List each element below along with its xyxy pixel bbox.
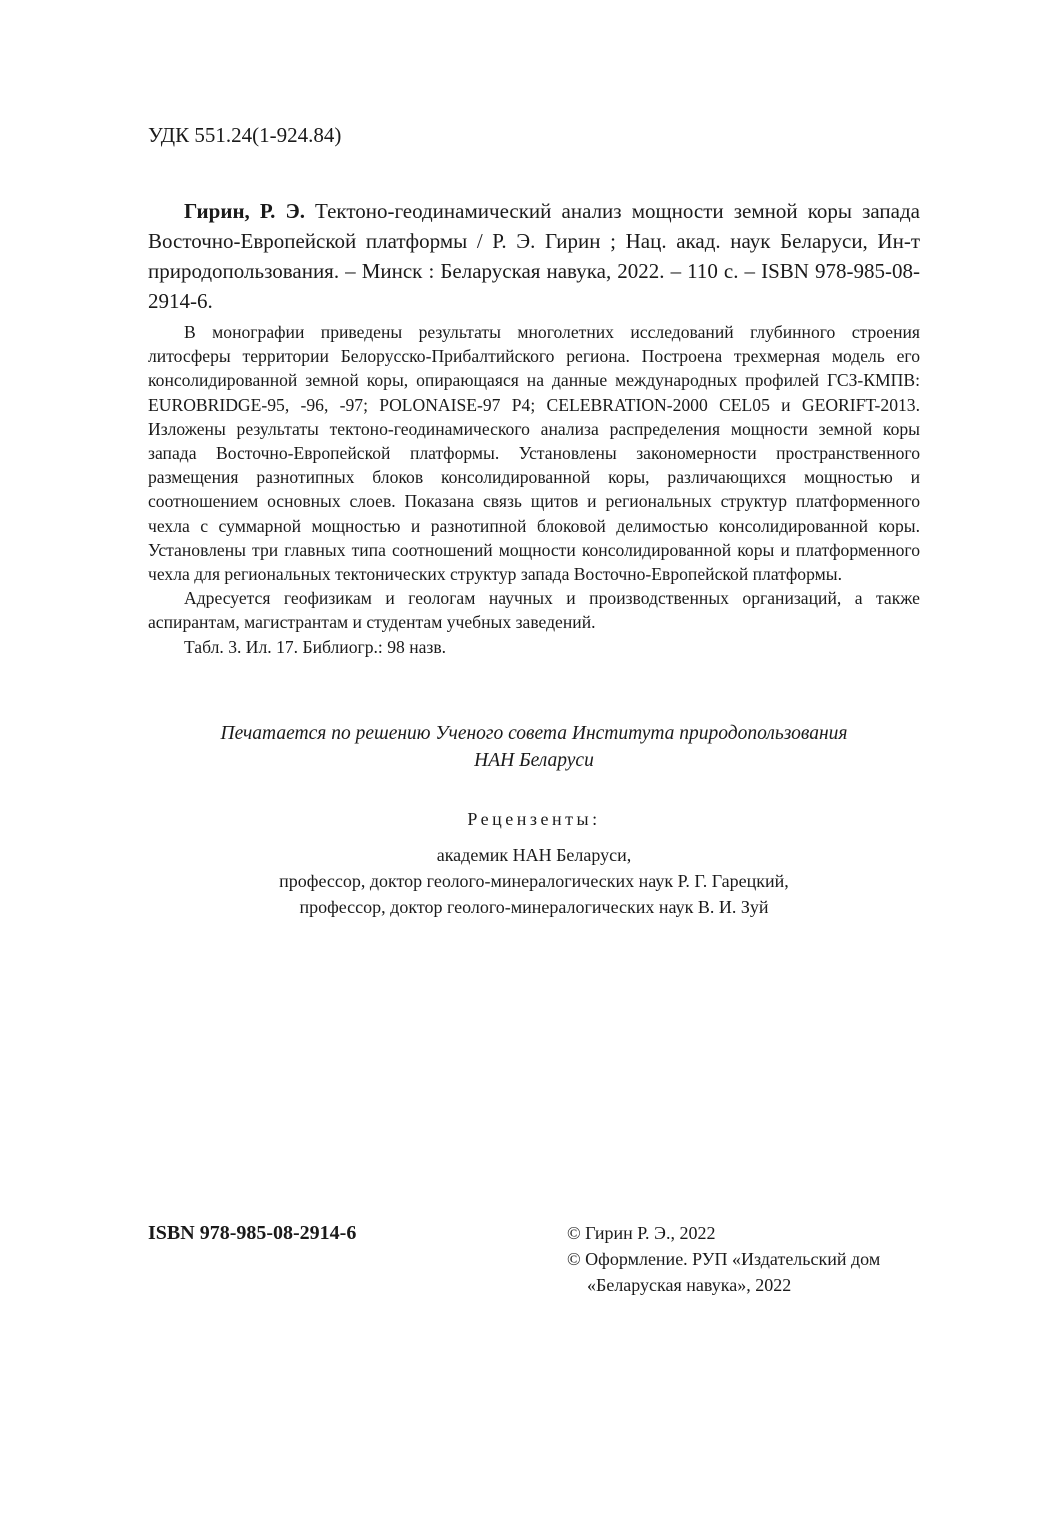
copyright-design: © Оформление. РУП «Издательский дом — [567, 1249, 881, 1269]
copyright-design-continued: «Беларуская навука», 2022 — [587, 1275, 792, 1295]
reviewer-line-3: профессор, доктор геолого-минералогических наук В. И. Зуй — [299, 897, 769, 917]
bibliographic-description: Тектоно-геодинамический анализ мощности земной коры запада Восточно-Европейской платформы / Р. Э. Гирин ; Нац. акад. наук Беларуси, Ин-т природопользования. – Минск : Беларуская навука, 2022. – 110 с. – ISBN 978-985-08-2914-6. — [148, 199, 920, 313]
isbn: ISBN 978-985-08-2914-6 — [148, 1222, 357, 1244]
reviewer-line-2: профессор, доктор геолого-минералогических наук Р. Г. Гарецкий, — [279, 871, 789, 891]
approval-line-2: НАН Беларуси — [474, 750, 594, 771]
copyright-block — [567, 1220, 937, 1298]
audience-paragraph: Адресуется геофизикам и геологам научных и производственных организаций, а также аспирантам, магистрантам и студентам учебных заведений. — [148, 588, 920, 633]
abstract-paragraph: В монографии приведены результаты многолетних исследований глубинного строения литосферы территории Белорусско-Прибалтийского региона. Построена трехмерная модель его консолидированной земной коры, опирающаяся на данные международных профилей ГСЗ-КМПВ: EUROBRIDGE-95, -96, -97; POLONAISE-97 P4; CELEBRATION-2000 CEL05 и GEORIFT-2013. Изложены результаты тектоно-геодинамического анализа распределения мощности земной коры запада Восточно-Европейской платформы. Установлены закономерности пространственного размещения разнотипных блоков консолидированной коры, различающихся мощностью и соотношением основных слоев. Показана связь щитов и региональных структур платформенного чехла с суммарной мощностью и разнотипной блоковой делимостью консолидированной коры. Установлены три главных типа соотношений мощности консолидированной коры и платформенного чехла для региональных тектонических структур запада Восточно-Европейской платформы. — [148, 322, 920, 585]
approval-line-1: Печатается по решению Ученого совета Института природопользования — [220, 723, 848, 744]
reviewers-heading: Рецензенты: — [467, 809, 601, 829]
udk-code: УДК 551.24(1-924.84) — [148, 123, 342, 147]
author-name: Гирин, Р. Э. — [184, 199, 305, 223]
reviewers-block — [148, 806, 920, 920]
copyright-author: © Гирин Р. Э., 2022 — [567, 1223, 716, 1243]
bibliographic-record — [148, 196, 920, 316]
abstract — [148, 320, 920, 659]
stats-paragraph: Табл. 3. Ил. 17. Библиогр.: 98 назв. — [184, 636, 447, 657]
reviewer-line-1: академик НАН Беларуси, — [436, 845, 632, 865]
publication-approval — [148, 720, 920, 774]
